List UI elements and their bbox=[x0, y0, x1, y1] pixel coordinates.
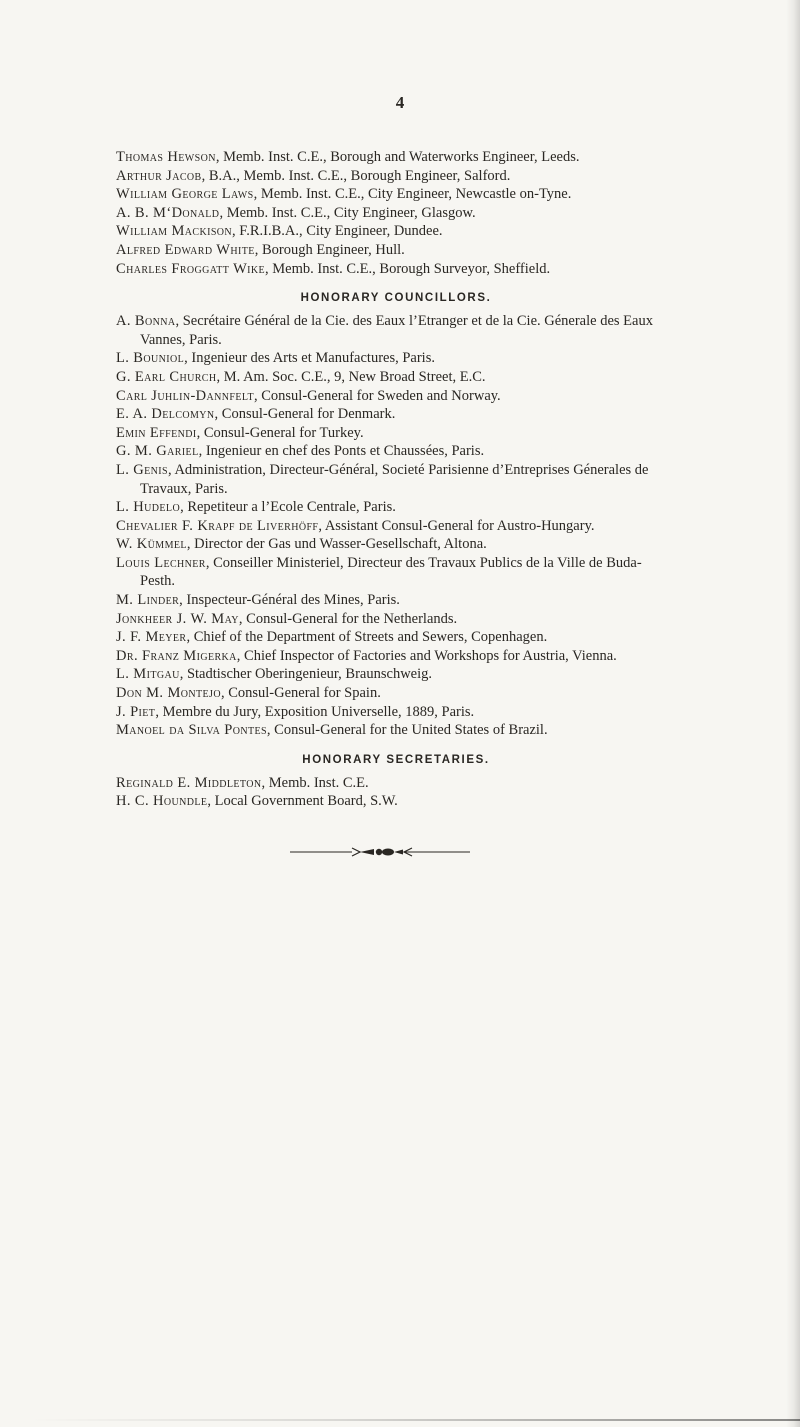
list-item bbox=[116, 405, 676, 424]
list-item bbox=[116, 387, 676, 406]
ornament-arrow-left bbox=[352, 848, 360, 856]
text-block bbox=[116, 148, 676, 811]
entry-description: , F.R.I.B.A., City Engineer, Dundee. bbox=[232, 223, 443, 240]
list-item bbox=[116, 684, 676, 703]
entry-description: , Memb. Inst. C.E., City Engineer, Newcastle on-Tyne. bbox=[253, 186, 572, 203]
entry-description: , Administration, Directeur-Général, Societé Parisienne d’Entreprises Génerales de Travaux, Paris. bbox=[140, 461, 649, 497]
list-item bbox=[116, 517, 676, 536]
list-item bbox=[116, 498, 676, 517]
entry-description: , Inspecteur-Général des Mines, Paris. bbox=[179, 592, 400, 609]
entry-description: , Consul-General for the Netherlands. bbox=[238, 610, 458, 627]
list-item bbox=[116, 204, 676, 223]
entry-description: , Consul-General for Sweden and Norway. bbox=[253, 387, 501, 404]
entry-description: , Consul-General for Denmark. bbox=[214, 406, 396, 423]
entry-name: Thomas Hewson bbox=[116, 149, 216, 165]
entry-description: , Local Government Board, S.W. bbox=[207, 793, 398, 810]
entry-name: Carl Juhlin-Dannfelt bbox=[116, 387, 254, 404]
entry-name: A. Bonna bbox=[116, 313, 176, 330]
list-item bbox=[116, 703, 676, 722]
list-item bbox=[116, 610, 676, 629]
entry-name: L. Mitgau bbox=[116, 666, 180, 683]
entry-description: , Memb. Inst. C.E., Borough Surveyor, Sheffield. bbox=[265, 260, 551, 277]
entry-name: Don M. Montejo bbox=[116, 685, 221, 702]
members-list bbox=[116, 148, 676, 278]
entry-name: Emin Effendi bbox=[116, 424, 197, 441]
list-item bbox=[116, 222, 676, 241]
entry-name: L. Genis bbox=[116, 461, 169, 478]
entry-name: E. A. Delcomyn bbox=[116, 406, 215, 423]
list-item bbox=[116, 647, 676, 666]
entry-name: L. Bouniol bbox=[116, 350, 185, 367]
entry-description: , Chief Inspector of Factories and Workshops for Austria, Vienna. bbox=[236, 647, 617, 664]
entry-description: , M. Am. Soc. C.E., 9, New Broad Street, E.C. bbox=[216, 368, 486, 385]
list-item bbox=[116, 167, 676, 186]
page-edge-shadow bbox=[786, 0, 800, 1427]
entry-description: , Ingenieur des Arts et Manufactures, Paris. bbox=[184, 350, 435, 367]
list-item bbox=[116, 665, 676, 684]
ornament-oval bbox=[382, 849, 394, 856]
entry-name: Louis Lechner bbox=[116, 554, 206, 571]
list-item bbox=[116, 349, 676, 368]
entry-description: , Memb. Inst. C.E., Borough and Waterworks Engineer, Leeds. bbox=[215, 149, 580, 165]
entry-name: M. Linder bbox=[116, 592, 180, 609]
entry-description: , B.A., Memb. Inst. C.E., Borough Engineer, Salford. bbox=[201, 167, 511, 184]
entry-name: W. Kümmel bbox=[116, 536, 187, 553]
entry-description: , Ingenieur en chef des Ponts et Chaussées, Paris. bbox=[198, 443, 485, 460]
entry-description: , Assistant Consul-General for Austro-Hungary. bbox=[318, 517, 595, 534]
entry-description: , Director der Gas und Wasser-Gesellschaft, Altona. bbox=[186, 536, 487, 553]
entry-name: G. Earl Church bbox=[116, 368, 217, 385]
list-item bbox=[116, 260, 676, 279]
list-item bbox=[116, 442, 676, 461]
list-item bbox=[116, 792, 676, 811]
entry-description: , Consul-General for Spain. bbox=[220, 685, 381, 702]
ornament-dot bbox=[376, 849, 382, 855]
page-number: 4 bbox=[395, 93, 405, 112]
entry-name: William Mackison bbox=[116, 223, 233, 240]
list-item bbox=[116, 185, 676, 204]
entry-description: , Repetiteur a l’Ecole Centrale, Paris. bbox=[180, 499, 396, 516]
entry-description: , Chief of the Department of Streets and Sewers, Copenhagen. bbox=[186, 629, 548, 646]
entry-description: , Conseiller Ministeriel, Directeur des Travaux Publics de la Ville de Buda-Pesth. bbox=[140, 554, 642, 590]
entry-name: William George Laws bbox=[116, 186, 254, 203]
list-item bbox=[116, 721, 676, 740]
entry-description: , Consul-General for the United States of Brazil. bbox=[266, 722, 548, 739]
list-item bbox=[116, 628, 676, 647]
ornament-divider bbox=[290, 842, 590, 862]
ornament-wedge-right bbox=[394, 850, 403, 855]
entry-name: Manoel da Silva Pontes bbox=[116, 722, 267, 739]
councillors-list bbox=[116, 312, 676, 740]
entry-name: Alfred Edward White bbox=[116, 241, 255, 258]
list-item bbox=[116, 461, 676, 498]
entry-name: Chevalier F. Krapf de Liverhöff bbox=[116, 517, 319, 534]
entry-description: , Memb. Inst. C.E. bbox=[261, 774, 369, 791]
page-bottom-edge bbox=[30, 1419, 800, 1421]
entry-description: , Consul-General for Turkey. bbox=[196, 424, 364, 441]
entry-description: , Stadtischer Oberingenieur, Braunschweig. bbox=[179, 666, 433, 683]
entry-name: Charles Froggatt Wike bbox=[116, 260, 266, 277]
entry-description: , Memb. Inst. C.E., City Engineer, Glasgow. bbox=[219, 204, 476, 221]
entry-name: J. Piet bbox=[116, 703, 156, 720]
entry-description: , Secrétaire Général de la Cie. des Eaux l’Etranger et de la Cie. Génerale des Eaux Vannes, Paris. bbox=[140, 313, 653, 348]
section-heading-councillors: HONORARY COUNCILLORS. bbox=[300, 292, 492, 305]
list-item bbox=[116, 554, 676, 591]
entry-name: Arthur Jacob bbox=[116, 167, 202, 184]
entry-name: Reginald E. Middleton bbox=[116, 774, 262, 791]
list-item bbox=[116, 312, 676, 349]
entry-name: Jonkheer J. W. May bbox=[116, 610, 239, 627]
list-item bbox=[116, 591, 676, 610]
list-item bbox=[116, 368, 676, 387]
list-item bbox=[116, 241, 676, 260]
entry-name: Dr. Franz Migerka bbox=[116, 647, 237, 664]
entry-description: , Borough Engineer, Hull. bbox=[254, 241, 405, 258]
entry-name: J. F. Meyer bbox=[116, 629, 187, 646]
entry-name: A. B. M‘Donald bbox=[116, 204, 220, 221]
entry-name: H. C. Houndle bbox=[116, 793, 208, 810]
list-item bbox=[116, 424, 676, 443]
entry-name: G. M. Gariel bbox=[116, 443, 199, 460]
ornament-wedge bbox=[360, 849, 374, 855]
entry-name: L. Hudelo bbox=[116, 499, 181, 516]
list-item bbox=[116, 535, 676, 554]
list-item bbox=[116, 774, 676, 793]
section-heading-secretaries: HONORARY SECRETARIES. bbox=[302, 753, 490, 766]
list-item bbox=[116, 148, 676, 167]
entry-description: , Membre du Jury, Exposition Universelle, 1889, Paris. bbox=[155, 703, 475, 720]
secretaries-list bbox=[116, 774, 676, 811]
